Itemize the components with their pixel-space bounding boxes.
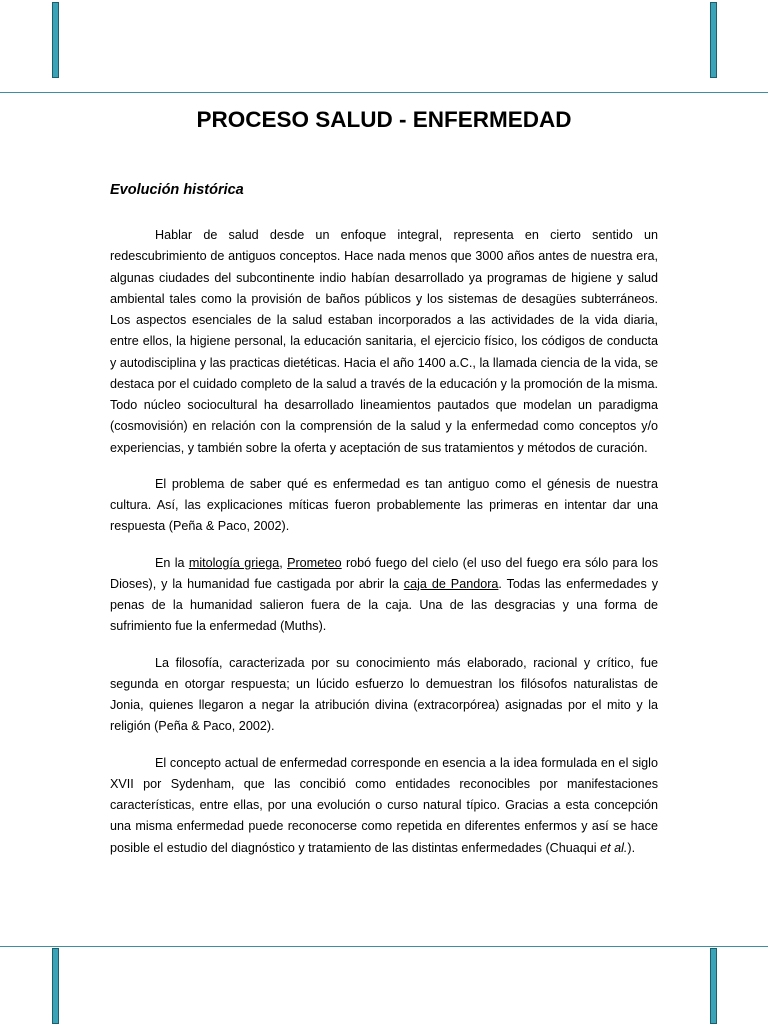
paragraph-3-text: En la (155, 555, 189, 570)
link-caja-de-pandora[interactable]: caja de Pandora (403, 576, 499, 591)
paragraph-5-text: El concepto actual de enfermedad corresponde en esencia a la idea formulada en el siglo XVII por Sydenham, que las concibió como entidades reconocibles por manifestaciones características, entre ellas, por una evolución o curso natural típico. Gracias a esta concepción una misma enfermedad puede reconocerse como repetida en diferentes enfermos y así se hace posible el estudio del diagnóstico y tratamiento de las distintas enfermedades (Chuaqui (110, 755, 658, 855)
paragraph-2: El problema de saber qué es enfermedad es tan antiguo como el génesis de nuestra cultura. Así, las explicaciones míticas fueron probablemente las primeras en intentar dar una respuesta (Peña & Paco, 2002). (110, 476, 658, 534)
header-rule (0, 92, 768, 93)
paragraph-3-text: . Todas las enfermedades y penas de la humanidad salieron fuera de la caja. Una de las desgracias y una forma de sufrimiento fue la enfermedad (Muths). (110, 576, 658, 634)
paragraph-5-text: ). (627, 840, 636, 855)
paragraph-3-text: robó fuego del cielo (el uso del fuego era sólo para los Dioses), y la humanidad fue castigada por abrir la (110, 555, 658, 591)
link-prometeo[interactable]: Prometeo (287, 555, 342, 570)
decorative-bar-bottom-right (710, 948, 717, 1024)
paragraph-4: La filosofía, caracterizada por su conocimiento más elaborado, racional y crítico, fue segunda en otorgar respuesta; un lúcido esfuerzo lo demuestran los filósofos naturalistas de Jonia, quienes llegaron a negar la atribución divina (extracorpórea) asignadas por el mito y la religión (Peña & Paco, 2002). (110, 655, 658, 734)
decorative-bar-top-right (710, 2, 717, 78)
section-heading: Evolución histórica (110, 182, 244, 198)
link-mitologia-griega[interactable]: mitología griega (188, 555, 280, 570)
paragraph-3 (110, 553, 658, 638)
footer-rule (0, 946, 768, 947)
document-body (110, 103, 658, 859)
decorative-bar-top-left (52, 2, 59, 78)
paragraph-5-italic: et al. (600, 840, 628, 855)
paragraph-5 (110, 753, 658, 859)
decorative-bar-bottom-left (52, 948, 59, 1024)
paragraph-1: Hablar de salud desde un enfoque integral, representa en cierto sentido un redescubrimiento de antiguos conceptos. Hace nada menos que 3000 años antes de nuestra era, algunas ciudades del subcontinente indio habían desarrollado ya programas de higiene y salud ambiental tales como la provisión de baños públicos y los sistemas de desagües subterráneos. Los aspectos esenciales de la salud estaban incorporados a las actividades de la vida diaria, entre ellos, la higiene personal, la educación sanitaria, el ejercicio físico, los códigos de conducta y autodisciplina y las practicas dietéticas. Hacia el año 1400 a.C., la llamada ciencia de la vida, se destaca por el cuidado completo de la salud a través de la educación y la promoción de la misma. Todo núcleo sociocultural ha desarrollado lineamientos pautados que modelan un paradigma (cosmovisión) en relación con la comprensión de la salud y la enfermedad como conceptos y/o experiencias, y también sobre la oferta y aceptación de sus tratamientos y métodos de curación. (110, 228, 658, 455)
paragraph-3-text: , (279, 555, 288, 570)
page-title: PROCESO SALUD - ENFERMEDAD (196, 107, 572, 132)
